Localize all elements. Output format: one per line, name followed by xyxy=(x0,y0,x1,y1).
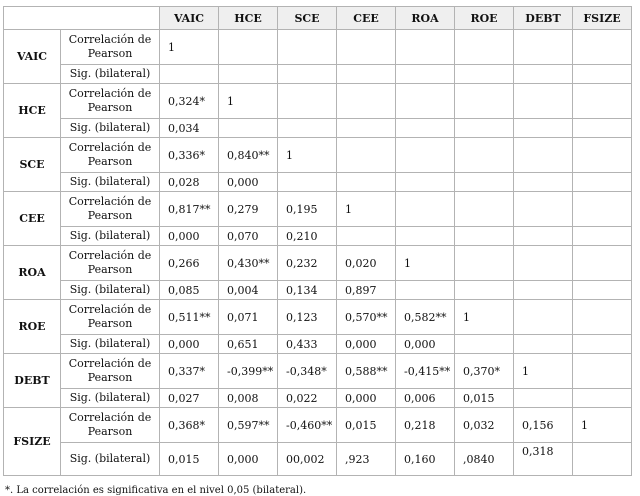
table-row xyxy=(4,408,632,443)
sig-cell: 0,006 xyxy=(396,389,455,408)
sig-cell: 0,000 xyxy=(337,389,396,408)
pearson-cell xyxy=(455,246,514,281)
pearson-cell xyxy=(573,300,632,335)
sig-cell: 0,070 xyxy=(219,227,278,246)
pearson-cell: 0,597** xyxy=(219,408,278,443)
pearson-label: Correlación de Pearson xyxy=(61,138,160,173)
table-row xyxy=(4,354,632,389)
sig-cell xyxy=(455,281,514,300)
sig-cell: 0,651 xyxy=(219,335,278,354)
corner-cell xyxy=(4,7,160,30)
sig-cell: 0,000 xyxy=(219,173,278,192)
sig-label: Sig. (bilateral) xyxy=(61,65,160,84)
sig-label: Sig. (bilateral) xyxy=(61,389,160,408)
pearson-cell: 1 xyxy=(514,354,573,389)
pearson-cell xyxy=(514,246,573,281)
sig-cell xyxy=(396,65,455,84)
column-header-fsize: FSIZE xyxy=(573,7,632,30)
sig-cell: 0,004 xyxy=(219,281,278,300)
pearson-cell: -0,348* xyxy=(278,354,337,389)
table-row xyxy=(4,227,632,246)
sig-cell xyxy=(219,119,278,138)
sig-cell xyxy=(455,227,514,246)
sig-label: Sig. (bilateral) xyxy=(61,173,160,192)
sig-cell xyxy=(514,335,573,354)
sig-cell xyxy=(337,119,396,138)
sig-cell xyxy=(337,173,396,192)
table-body xyxy=(4,30,632,476)
sig-cell: 0,028 xyxy=(160,173,219,192)
pearson-label: Correlación de Pearson xyxy=(61,408,160,443)
sig-cell xyxy=(455,173,514,192)
table-row xyxy=(4,30,632,65)
sig-cell: ,923 xyxy=(337,443,396,476)
pearson-cell xyxy=(514,84,573,119)
sig-cell: 0,210 xyxy=(278,227,337,246)
table-row xyxy=(4,119,632,138)
table-row xyxy=(4,192,632,227)
column-header-cee: CEE xyxy=(337,7,396,30)
pearson-cell: 0,511** xyxy=(160,300,219,335)
pearson-cell: 0,337* xyxy=(160,354,219,389)
row-variable-label: ROA xyxy=(4,246,61,300)
row-variable-label: HCE xyxy=(4,84,61,138)
pearson-cell: 0,370* xyxy=(455,354,514,389)
pearson-cell: 0,817** xyxy=(160,192,219,227)
pearson-cell xyxy=(219,30,278,65)
row-variable-label: ROE xyxy=(4,300,61,354)
pearson-cell: -0,415** xyxy=(396,354,455,389)
sig-cell xyxy=(337,65,396,84)
pearson-cell: 0,368* xyxy=(160,408,219,443)
pearson-cell xyxy=(455,84,514,119)
sig-cell: 0,433 xyxy=(278,335,337,354)
sig-cell xyxy=(573,119,632,138)
sig-cell xyxy=(396,173,455,192)
pearson-cell: 0,582** xyxy=(396,300,455,335)
sig-cell xyxy=(278,119,337,138)
pearson-cell xyxy=(337,84,396,119)
column-header-debt: DEBT xyxy=(514,7,573,30)
pearson-label: Correlación de Pearson xyxy=(61,354,160,389)
row-variable-label: FSIZE xyxy=(4,408,61,476)
pearson-cell xyxy=(455,30,514,65)
pearson-cell: 0,588** xyxy=(337,354,396,389)
sig-cell: 0,034 xyxy=(160,119,219,138)
sig-cell: 0,134 xyxy=(278,281,337,300)
pearson-cell: 0,840** xyxy=(219,138,278,173)
sig-cell xyxy=(278,65,337,84)
pearson-cell: 1 xyxy=(573,408,632,443)
pearson-cell: 1 xyxy=(278,138,337,173)
pearson-cell: 0,032 xyxy=(455,408,514,443)
sig-cell: 0,015 xyxy=(160,443,219,476)
pearson-cell: 1 xyxy=(219,84,278,119)
sig-cell: ,0840 xyxy=(455,443,514,476)
sig-cell: 0,000 xyxy=(396,335,455,354)
sig-label: Sig. (bilateral) xyxy=(61,443,160,476)
pearson-label: Correlación de Pearson xyxy=(61,30,160,65)
column-header-sce: SCE xyxy=(278,7,337,30)
pearson-cell: 0,123 xyxy=(278,300,337,335)
sig-cell xyxy=(396,281,455,300)
pearson-cell xyxy=(573,30,632,65)
table-row xyxy=(4,389,632,408)
sig-cell xyxy=(455,335,514,354)
pearson-cell: 0,015 xyxy=(337,408,396,443)
sig-cell: 0,000 xyxy=(337,335,396,354)
sig-cell: 0,000 xyxy=(219,443,278,476)
sig-cell xyxy=(573,227,632,246)
sig-cell xyxy=(573,335,632,354)
sig-cell xyxy=(396,227,455,246)
pearson-cell xyxy=(514,300,573,335)
pearson-cell: 0,430** xyxy=(219,246,278,281)
pearson-cell xyxy=(573,246,632,281)
table-row xyxy=(4,138,632,173)
pearson-label: Correlación de Pearson xyxy=(61,84,160,119)
pearson-cell: 1 xyxy=(337,192,396,227)
pearson-cell xyxy=(514,138,573,173)
sig-cell: 0,022 xyxy=(278,389,337,408)
sig-cell: 0,008 xyxy=(219,389,278,408)
sig-cell xyxy=(573,173,632,192)
sig-cell xyxy=(160,65,219,84)
pearson-cell: 0,020 xyxy=(337,246,396,281)
pearson-cell: 0,195 xyxy=(278,192,337,227)
sig-cell xyxy=(337,227,396,246)
pearson-cell xyxy=(278,30,337,65)
sig-cell xyxy=(396,119,455,138)
sig-cell xyxy=(514,65,573,84)
pearson-cell xyxy=(573,192,632,227)
sig-label: Sig. (bilateral) xyxy=(61,119,160,138)
column-header-roe: ROE xyxy=(455,7,514,30)
sig-cell xyxy=(573,443,632,476)
sig-cell: 0,160 xyxy=(396,443,455,476)
pearson-cell: 0,071 xyxy=(219,300,278,335)
pearson-cell xyxy=(573,84,632,119)
pearson-cell xyxy=(514,192,573,227)
sig-cell: 0,015 xyxy=(455,389,514,408)
pearson-cell: 1 xyxy=(455,300,514,335)
table-row xyxy=(4,173,632,192)
pearson-label: Correlación de Pearson xyxy=(61,246,160,281)
pearson-cell: 1 xyxy=(160,30,219,65)
sig-cell: 0,000 xyxy=(160,335,219,354)
sig-cell xyxy=(573,281,632,300)
sig-cell xyxy=(514,389,573,408)
pearson-cell: 0,324* xyxy=(160,84,219,119)
pearson-label: Correlación de Pearson xyxy=(61,192,160,227)
pearson-cell xyxy=(278,84,337,119)
row-variable-label: DEBT xyxy=(4,354,61,408)
row-variable-label: SCE xyxy=(4,138,61,192)
sig-cell: 0,000 xyxy=(160,227,219,246)
sig-cell xyxy=(455,65,514,84)
sig-cell: 00,002 xyxy=(278,443,337,476)
column-header-roa: ROA xyxy=(396,7,455,30)
sig-cell xyxy=(573,65,632,84)
correlation-table xyxy=(3,6,632,476)
column-header-hce: HCE xyxy=(219,7,278,30)
pearson-label: Correlación de Pearson xyxy=(61,300,160,335)
pearson-cell xyxy=(337,30,396,65)
pearson-cell: 0,232 xyxy=(278,246,337,281)
pearson-cell xyxy=(337,138,396,173)
pearson-cell: 0,156 xyxy=(514,408,573,443)
table-row xyxy=(4,443,632,476)
sig-cell: 0,027 xyxy=(160,389,219,408)
table-row xyxy=(4,300,632,335)
sig-cell xyxy=(514,119,573,138)
sig-cell: 0,897 xyxy=(337,281,396,300)
table-row xyxy=(4,246,632,281)
sig-cell xyxy=(455,119,514,138)
sig-cell xyxy=(219,65,278,84)
pearson-cell xyxy=(396,138,455,173)
header-row xyxy=(4,7,632,30)
sig-cell: 0,085 xyxy=(160,281,219,300)
pearson-cell: 1 xyxy=(396,246,455,281)
sig-cell xyxy=(514,227,573,246)
pearson-cell: 0,218 xyxy=(396,408,455,443)
table-row xyxy=(4,65,632,84)
table-row xyxy=(4,84,632,119)
pearson-cell xyxy=(396,192,455,227)
table-row xyxy=(4,281,632,300)
pearson-cell xyxy=(573,354,632,389)
pearson-cell: 0,266 xyxy=(160,246,219,281)
pearson-cell: -0,460** xyxy=(278,408,337,443)
row-variable-label: VAIC xyxy=(4,30,61,84)
pearson-cell xyxy=(514,30,573,65)
column-header-vaic: VAIC xyxy=(160,7,219,30)
sig-cell xyxy=(514,173,573,192)
pearson-cell: 0,279 xyxy=(219,192,278,227)
pearson-cell: -0,399** xyxy=(219,354,278,389)
footnote: *. La correlación es significativa en el nivel 0,05 (bilateral). xyxy=(5,485,307,496)
pearson-cell xyxy=(455,138,514,173)
sig-cell: 0,318 xyxy=(514,443,573,476)
pearson-cell xyxy=(396,84,455,119)
pearson-cell xyxy=(455,192,514,227)
pearson-cell xyxy=(396,30,455,65)
sig-cell xyxy=(573,389,632,408)
sig-label: Sig. (bilateral) xyxy=(61,335,160,354)
pearson-cell: 0,336* xyxy=(160,138,219,173)
sig-label: Sig. (bilateral) xyxy=(61,281,160,300)
sig-label: Sig. (bilateral) xyxy=(61,227,160,246)
row-variable-label: CEE xyxy=(4,192,61,246)
table-row xyxy=(4,335,632,354)
pearson-cell: 0,570** xyxy=(337,300,396,335)
sig-cell xyxy=(278,173,337,192)
pearson-cell xyxy=(573,138,632,173)
sig-cell xyxy=(514,281,573,300)
